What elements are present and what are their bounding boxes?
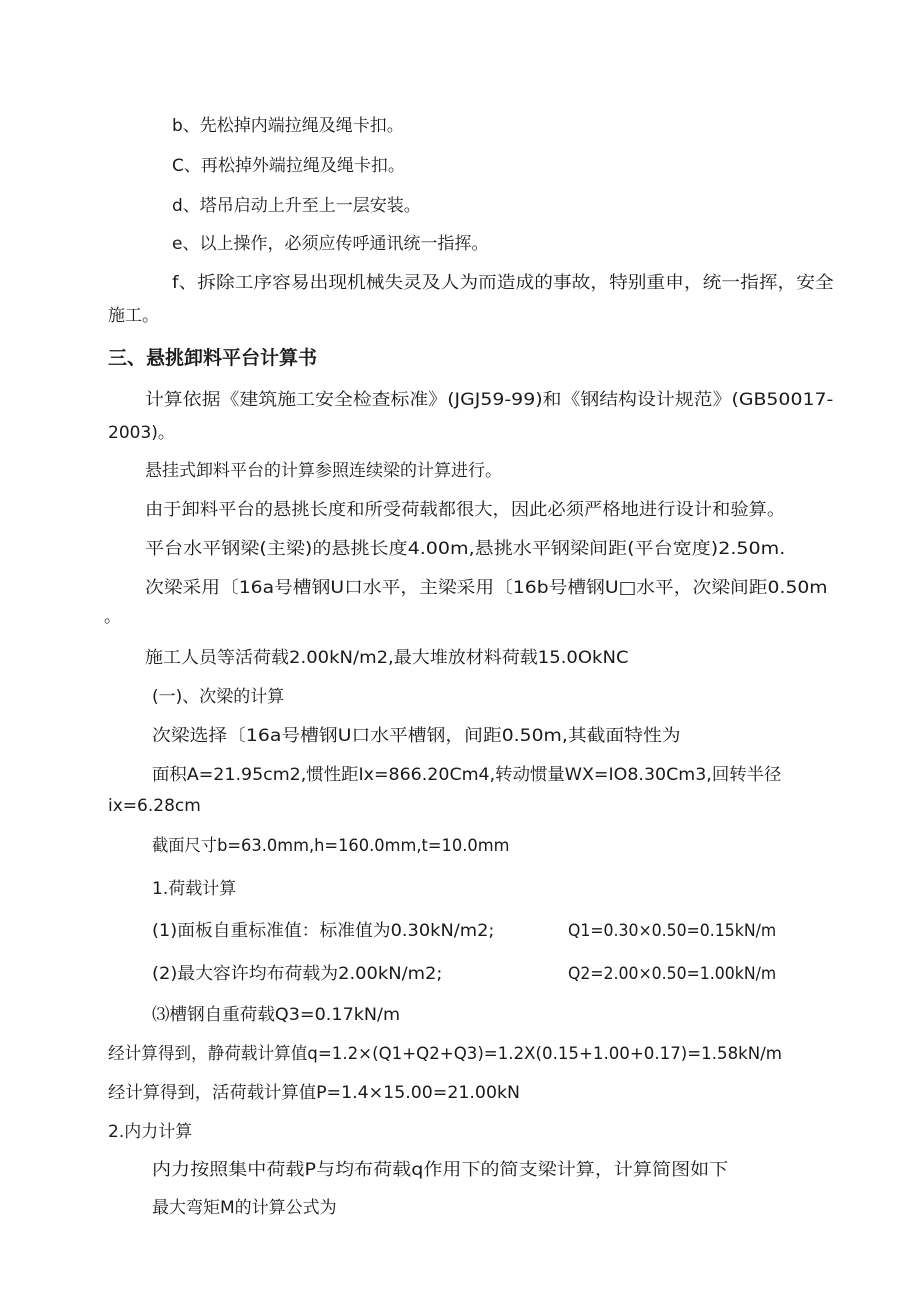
internal-force-description: 内力按照集中荷载P与均布荷载q作用下的简支梁计算，计算简图如下	[152, 1160, 729, 1180]
live-load-value: 经计算得到，活荷载计算值P=1.4×15.00=21.00kN	[108, 1083, 521, 1103]
para-continuous-beam: 悬挂式卸料平台的计算参照连续梁的计算进行。	[145, 461, 502, 481]
load-2-description: (2)最大容许均布荷载为2.00kN∕m2;	[152, 964, 443, 984]
load-3-description: ⑶槽钢自重荷载Q3=0.17kN∕m	[152, 1005, 401, 1025]
section-properties-line2: ix=6.28cm	[108, 796, 201, 816]
para-secondary-beam-line1: 次梁采用〔16a号槽钢U口水平，主梁采用〔16b号槽钢U□水平，次梁间距0.50m	[145, 578, 828, 598]
secondary-beam-choice: 次梁选择〔16a号槽钢U口水平槽钢，间距0.50m,其截面特性为	[152, 726, 681, 746]
load-calc-title: 1.荷载计算	[152, 879, 237, 899]
step-f-line1: f、拆除工序容易出现机械失灵及人为而造成的事故，特别重申，统一指挥，安全	[172, 273, 834, 293]
static-load-value: 经计算得到，静荷载计算值q=1.2×(Q1+Q2+Q3)=1.2X(0.15+1.00+0.17)=1.58kN∕m	[108, 1044, 782, 1064]
max-moment-formula-intro: 最大弯矩M的计算公式为	[152, 1198, 337, 1218]
step-e: e、以上操作，必须应传呼通讯统一指挥。	[172, 234, 489, 254]
load-2-formula: Q2=2.00×0.50=1.00kN∕m	[568, 964, 777, 984]
section-properties-line1: 面积A=21.95cm2,惯性距Ix=866.20Cm4,转动惯量WX=IO8.30Cm3,回转半径	[152, 765, 782, 785]
basis-line2: 2003)。	[108, 423, 175, 443]
step-c: C、再松掉外端拉绳及绳卡扣。	[172, 156, 405, 176]
load-1-description: (1)面板自重标准值：标准值为0.30kN∕m2;	[152, 921, 495, 941]
para-secondary-beam-line2: 。	[104, 607, 121, 627]
para-strict-design: 由于卸料平台的悬挑长度和所受荷载都很大，因此必须严格地进行设计和验算。	[145, 500, 786, 520]
step-f-line2: 施工。	[108, 306, 159, 326]
section-dimensions: 截面尺寸b=63.0mm,h=160.0mm,t=10.0mm	[152, 836, 510, 856]
internal-force-title: 2.内力计算	[108, 1122, 193, 1142]
section-title: 三、悬挑卸料平台计算书	[108, 347, 318, 369]
para-live-loads: 施工人员等活荷载2.00kN∕m2,最大堆放材料荷载15.0OkNC	[145, 648, 629, 668]
basis-line1: 计算依据《建筑施工安全检查标准》(JGJ59-99)和《钢结构设计规范》(GB50017-	[145, 390, 834, 410]
step-d: d、塔吊启动上升至上一层安装。	[172, 196, 421, 216]
step-b: b、先松掉内端拉绳及绳卡扣。	[172, 116, 404, 136]
load-1-formula: Q1=0.30×0.50=0.15kN∕m	[568, 921, 777, 941]
para-main-beam: 平台水平钢梁(主梁)的悬挑长度4.00m,悬挑水平钢梁间距(平台宽度)2.50m.	[145, 539, 786, 559]
subsection-secondary-beam: (一)、次梁的计算	[152, 687, 285, 707]
